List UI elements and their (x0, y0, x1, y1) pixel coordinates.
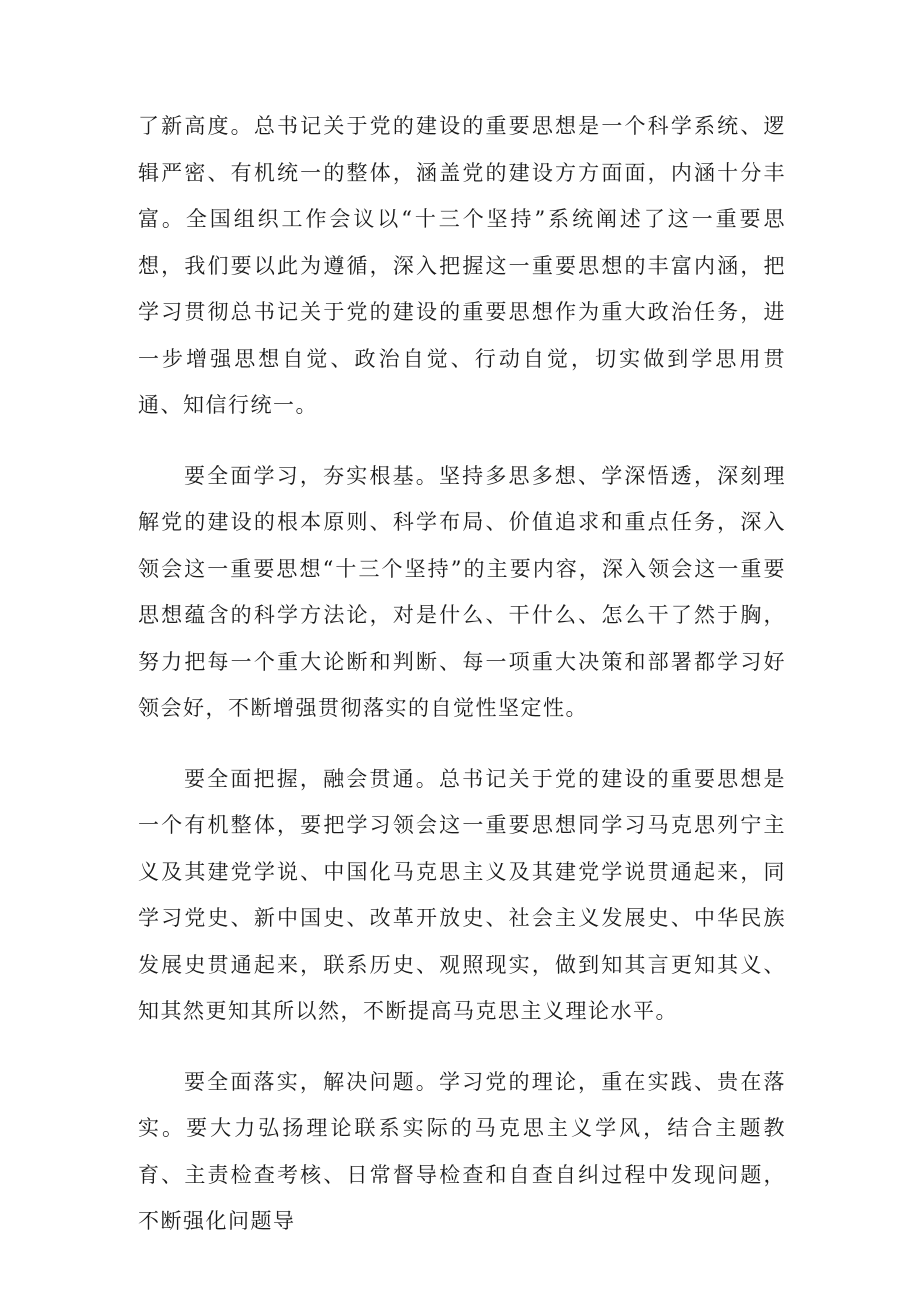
document-body (138, 103, 786, 1245)
paragraph-1: 了新高度。总书记关于党的建设的重要思想是一个科学系统、逻辑严密、有机统一的整体，涵盖党的建设方方面面，内涵十分丰富。全国组织工作会议以“十三个坚持”系统阐述了这一重要思想，我们要以此为遵循，深入把握这一重要思想的丰富内涵，把学习贯彻总书记关于党的建设的重要思想作为重大政治任务，进一步增强思想自觉、政治自觉、行动自觉，切实做到学思用贯通、知信行统一。 (138, 114, 786, 417)
paragraph-2: 要全面学习，夯实根基。坚持多思多想、学深悟透，深刻理解党的建设的根本原则、科学布局、价值追求和重点任务，深入领会这一重要思想“十三个坚持”的主要内容，深入领会这一重要思想蕴含的科学方法论，对是什么、干什么、怎么干了然于胸，努力把每一个重大论断和判断、每一项重大决策和部署都学习好领会好，不断增强贯彻落实的自觉性坚定性。 (138, 463, 786, 720)
paragraph-4: 要全面落实，解决问题。学习党的理论，重在实践、贵在落实。要大力弘扬理论联系实际的马克思主义学风，结合主题教育、主责检查考核、日常督导检查和自查自纠过程中发现问题，不断强化问题导 (138, 1069, 786, 1233)
paragraph-3: 要全面把握，融会贯通。总书记关于党的建设的重要思想是一个有机整体，要把学习领会这一重要思想同学习马克思列宁主义及其建党学说、中国化马克思主义及其建党学说贯通起来，同学习党史、新中国史、改革开放史、社会主义发展史、中华民族发展史贯通起来，联系历史、观照现实，做到知其言更知其义、知其然更知其所以然，不断提高马克思主义理论水平。 (138, 766, 786, 1023)
